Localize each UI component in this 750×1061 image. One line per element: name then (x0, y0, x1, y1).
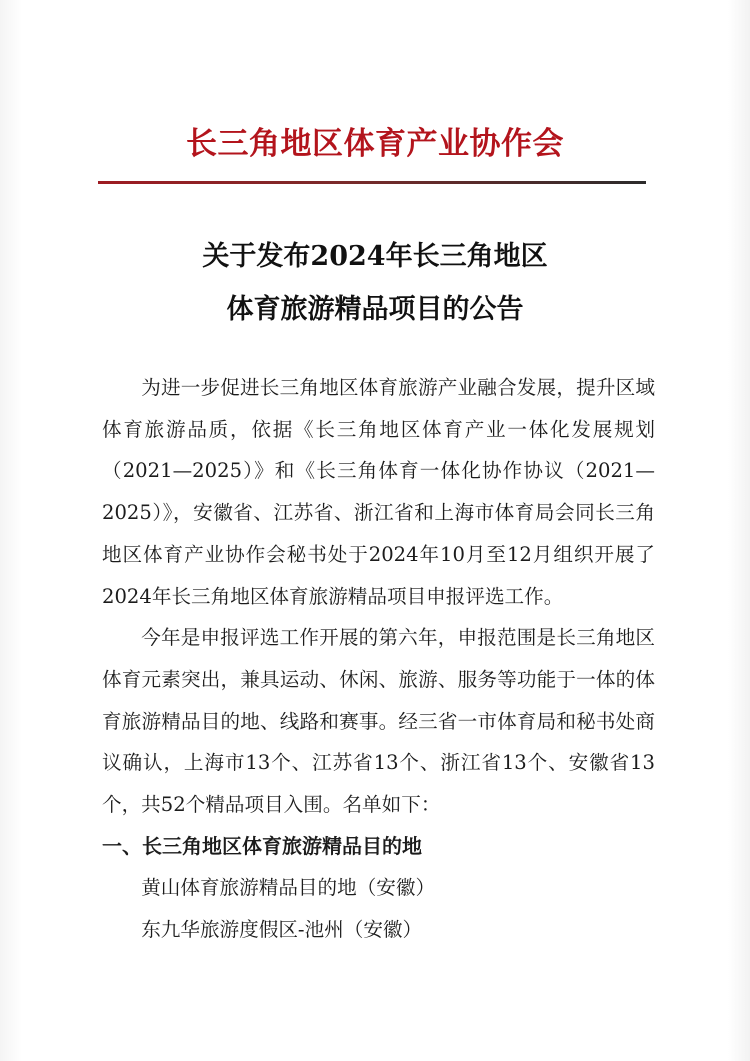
title-line-2: 体育旅游精品项目的公告 (226, 294, 524, 325)
paragraph-2: 今年是申报评选工作开展的第六年，申报范围是长三角地区体育元素突出，兼具运动、休闲、旅游、服务等功能于一体的体育旅游精品目的地、线路和赛事。经三省一市体育局和秘书处商议确认，上海市13个、江苏省13个、浙江省13个、安徽省13个，共52个精品项目入围。名单如下： (102, 626, 655, 817)
document-body (102, 367, 655, 951)
list-item: 东九华旅游度假区-池州（安徽） (141, 918, 423, 942)
title-line-1: 关于发布2024年长三角地区 (202, 241, 548, 272)
header-divider (98, 181, 646, 184)
organization-header: 长三角地区体育产业协作会 (186, 126, 564, 162)
paragraph-1: 为进一步促进长三角地区体育旅游产业融合发展，提升区域体育旅游品质，依据《长三角地区体育产业一体化发展规划（2021—2025）》和《长三角体育一体化协作协议（2021—2025）》，安徽省、江苏省、浙江省和上海市体育局会同长三角地区体育产业协作会秘书处于2024年10月至12月组织开展了2024年长三角地区体育旅游精品项目申报评选工作。 (102, 376, 655, 608)
section-1-heading: 一、长三角地区体育旅游精品目的地 (102, 833, 422, 858)
list-item: 黄山体育旅游精品目的地（安徽） (141, 876, 436, 900)
